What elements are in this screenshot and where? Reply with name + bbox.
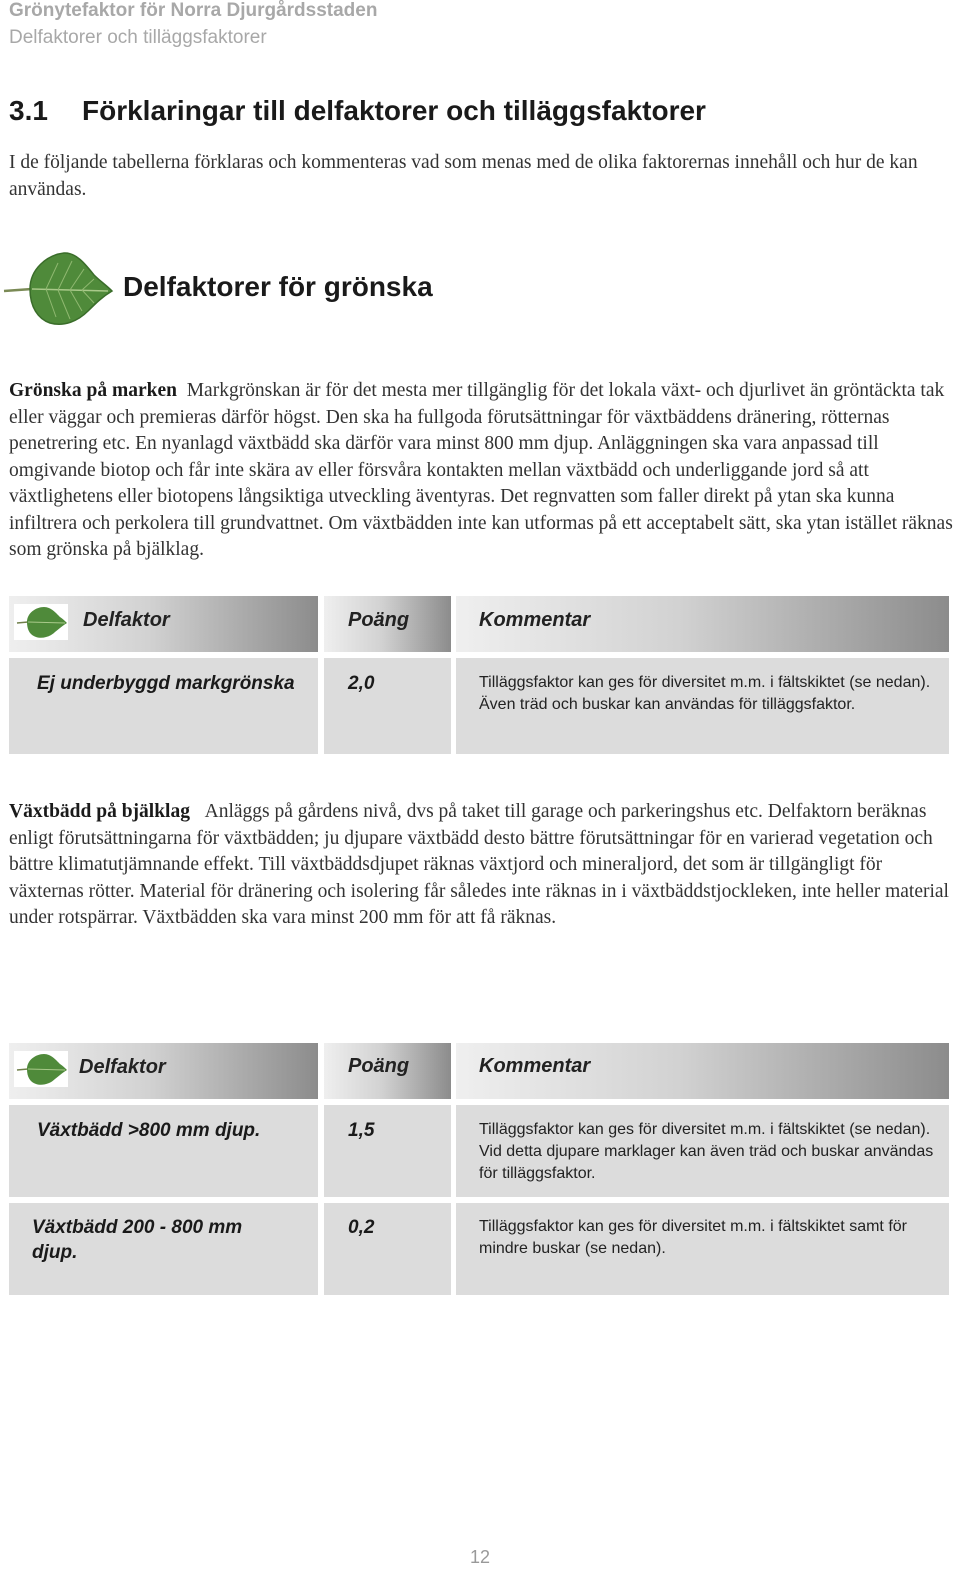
section-title: Förklaringar till delfaktorer och tilläggsfaktorer xyxy=(82,95,706,126)
factor-comment: Tilläggsfaktor kan ges för diversitet m.m. i fältskiktet samt för mindre buskar (se nedan). xyxy=(479,1218,907,1257)
section-number: 3.1 xyxy=(9,95,48,126)
factor-comment: Tilläggsfaktor kan ges för diversitet m.m. i fältskiktet (se nedan). Även träd och buskar kan användas för tilläggsfaktor. xyxy=(479,674,931,713)
table-header-points: Poäng xyxy=(348,609,410,631)
document-header-subtitle: Delfaktorer och tilläggsfaktorer xyxy=(9,27,267,48)
factor-points: 2,0 xyxy=(348,673,375,694)
document-header-title: Grönytefaktor för Norra Djurgårdsstaden xyxy=(9,0,378,21)
factor-name: Ej underbyggd markgrönska xyxy=(37,673,295,694)
table-row xyxy=(324,1203,451,1295)
table-header-factor: Delfaktor xyxy=(79,1056,166,1078)
table-row xyxy=(324,1105,451,1197)
table-header-comment: Kommentar xyxy=(479,1055,591,1077)
factor-points: 0,2 xyxy=(348,1217,375,1238)
leaf-icon xyxy=(14,1051,68,1087)
factor-points: 1,5 xyxy=(348,1120,375,1141)
factor-name: Växtbädd 200 - 800 mm djup. xyxy=(32,1217,243,1263)
paragraph-ground-greenery xyxy=(9,378,953,564)
leaf-icon xyxy=(2,247,114,329)
paragraph-lead: Grönska på marken xyxy=(9,380,177,401)
paragraph-lead: Växtbädd på bjälklag xyxy=(9,801,190,822)
table-row xyxy=(324,658,451,754)
paragraph-text: Markgrönskan är för det mesta mer tillgänglig för det lokala växt- och djurlivet än gröntäckta tak eller väggar och premieras därför högst. Den ska ha fullgoda förutsättningar för växtbäddens dränering, rötternas penetrering etc. En nyanlagd växtbädd ska därför vara minst 800 mm djup. Anläggningen ska vara anpassad till omgivande biotop och får inte skära av eller försvåra kontakten mellan växtbädd och underliggande jord så att växtlighetens eller biotopens långsiktiga utveckling äventyras. Det regnvatten som faller direkt på ytan ska kunna infiltrera och perkolera till grundvattnet. Om växtbädden inte kan utformas på ett acceptabelt sätt, ska ytan istället räknas som grönska på bjälklag. xyxy=(9,380,953,560)
page-number: 12 xyxy=(469,1547,491,1567)
table-header-factor: Delfaktor xyxy=(83,609,170,631)
paragraph-text: Anläggs på gårdens nivå, dvs på taket till garage och parkeringshus etc. Delfaktorn beräknas enligt förutsättningarna för växtbädden; ju djupare växtbädd desto bättre förutsättningar för en varierad vegetation och bättre klimatutjämnande effekt. Till växtbäddsdjupet räknas växtjord och mineraljord, det som är tillgängligt för växternas rötter. Material för dränering och isolering får således inte räknas in i växtbäddstjockleken, inte heller material under rotspärrar. Växtbädden ska vara minst 200 mm för att få räknas. xyxy=(9,801,949,928)
leaf-icon xyxy=(14,604,68,640)
factor-name: Växtbädd >800 mm djup. xyxy=(37,1120,261,1141)
factor-comment: Tilläggsfaktor kan ges för diversitet m.m. i fältskiktet (se nedan). Vid detta djupare marklager kan även träd och buskar användas för tilläggsfaktor. xyxy=(479,1121,934,1182)
table-header-points: Poäng xyxy=(348,1055,410,1077)
section-intro: I de följande tabellerna förklaras och kommenteras vad som menas med de olika faktorernas innehåll och hur de kan användas. xyxy=(9,152,918,200)
table-header-comment: Kommentar xyxy=(479,609,591,631)
group-title: Delfaktorer för grönska xyxy=(123,271,433,302)
paragraph-bed-on-deck xyxy=(9,799,953,932)
